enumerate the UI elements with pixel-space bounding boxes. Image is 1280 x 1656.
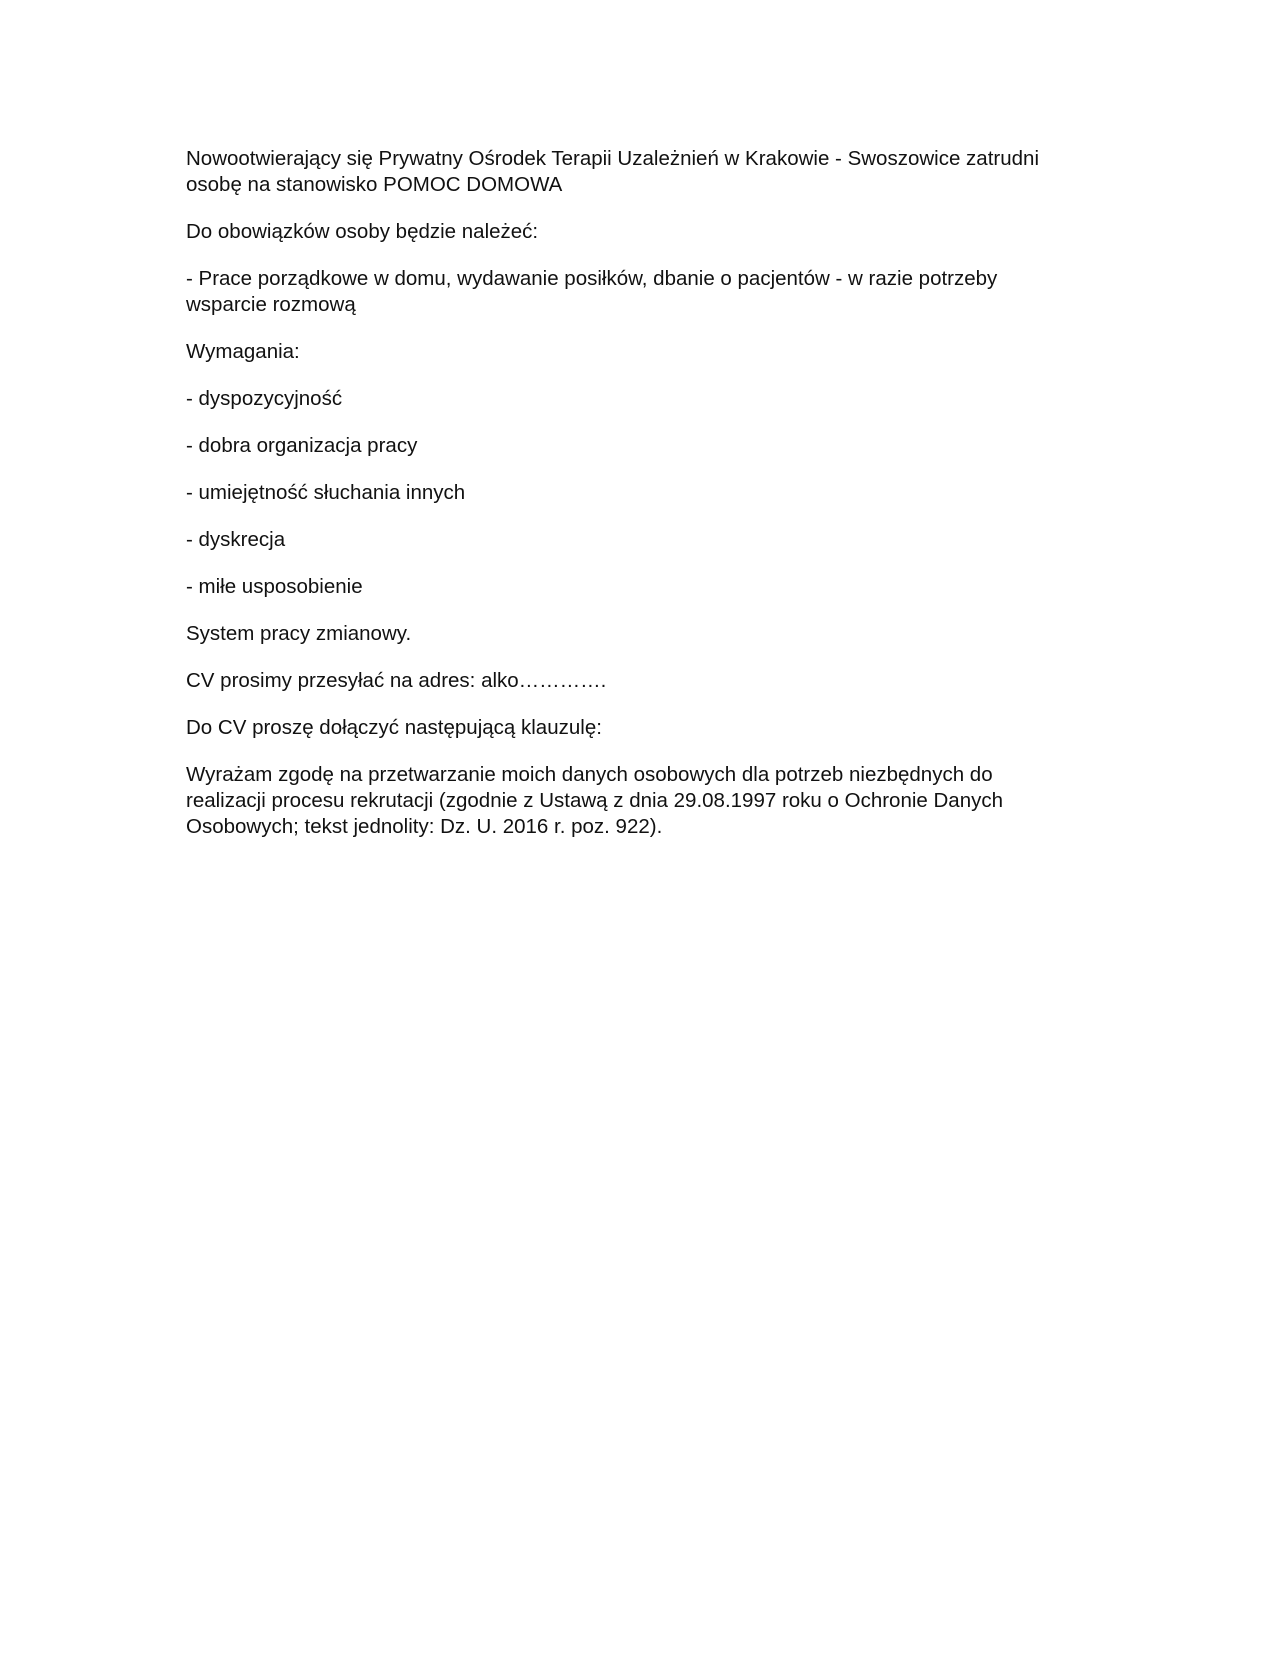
requirement-item: - dobra organizacja pracy — [186, 434, 418, 457]
duties-item: - Prace porządkowe w domu, wydawanie posiłków, dbanie o pacjentów - w razie potrzeby wsparcie rozmową — [186, 267, 998, 316]
cv-address-text: CV prosimy przesyłać na adres: alko…………. — [186, 669, 607, 692]
consent-clause: Wyrażam zgodę na przetwarzanie moich danych osobowych dla potrzeb niezbędnych do realizacji procesu rekrutacji (zgodnie z Ustawą z dnia 29.08.1997 roku o Ochronie Danych Osobowych; tekst jednolity: Dz. U. 2016 r. poz. 922). — [186, 763, 1004, 838]
document-body — [186, 146, 1066, 861]
duties-heading: Do obowiązków osoby będzie należeć: — [186, 220, 539, 243]
clause-heading: Do CV proszę dołączyć następującą klauzulę: — [186, 716, 602, 739]
job-offer-intro: Nowootwierający się Prywatny Ośrodek Terapii Uzależnień w Krakowie - Swoszowice zatrudni osobę na stanowisko POMOC DOMOWA — [186, 147, 1039, 196]
requirement-item: - miłe usposobienie — [186, 575, 363, 598]
requirement-item: - dyskrecja — [186, 528, 286, 551]
requirement-item: - umiejętność słuchania innych — [186, 481, 466, 504]
requirement-item: - dyspozycyjność — [186, 387, 343, 410]
requirements-heading: Wymagania: — [186, 340, 300, 363]
work-system-text: System pracy zmianowy. — [186, 622, 412, 645]
